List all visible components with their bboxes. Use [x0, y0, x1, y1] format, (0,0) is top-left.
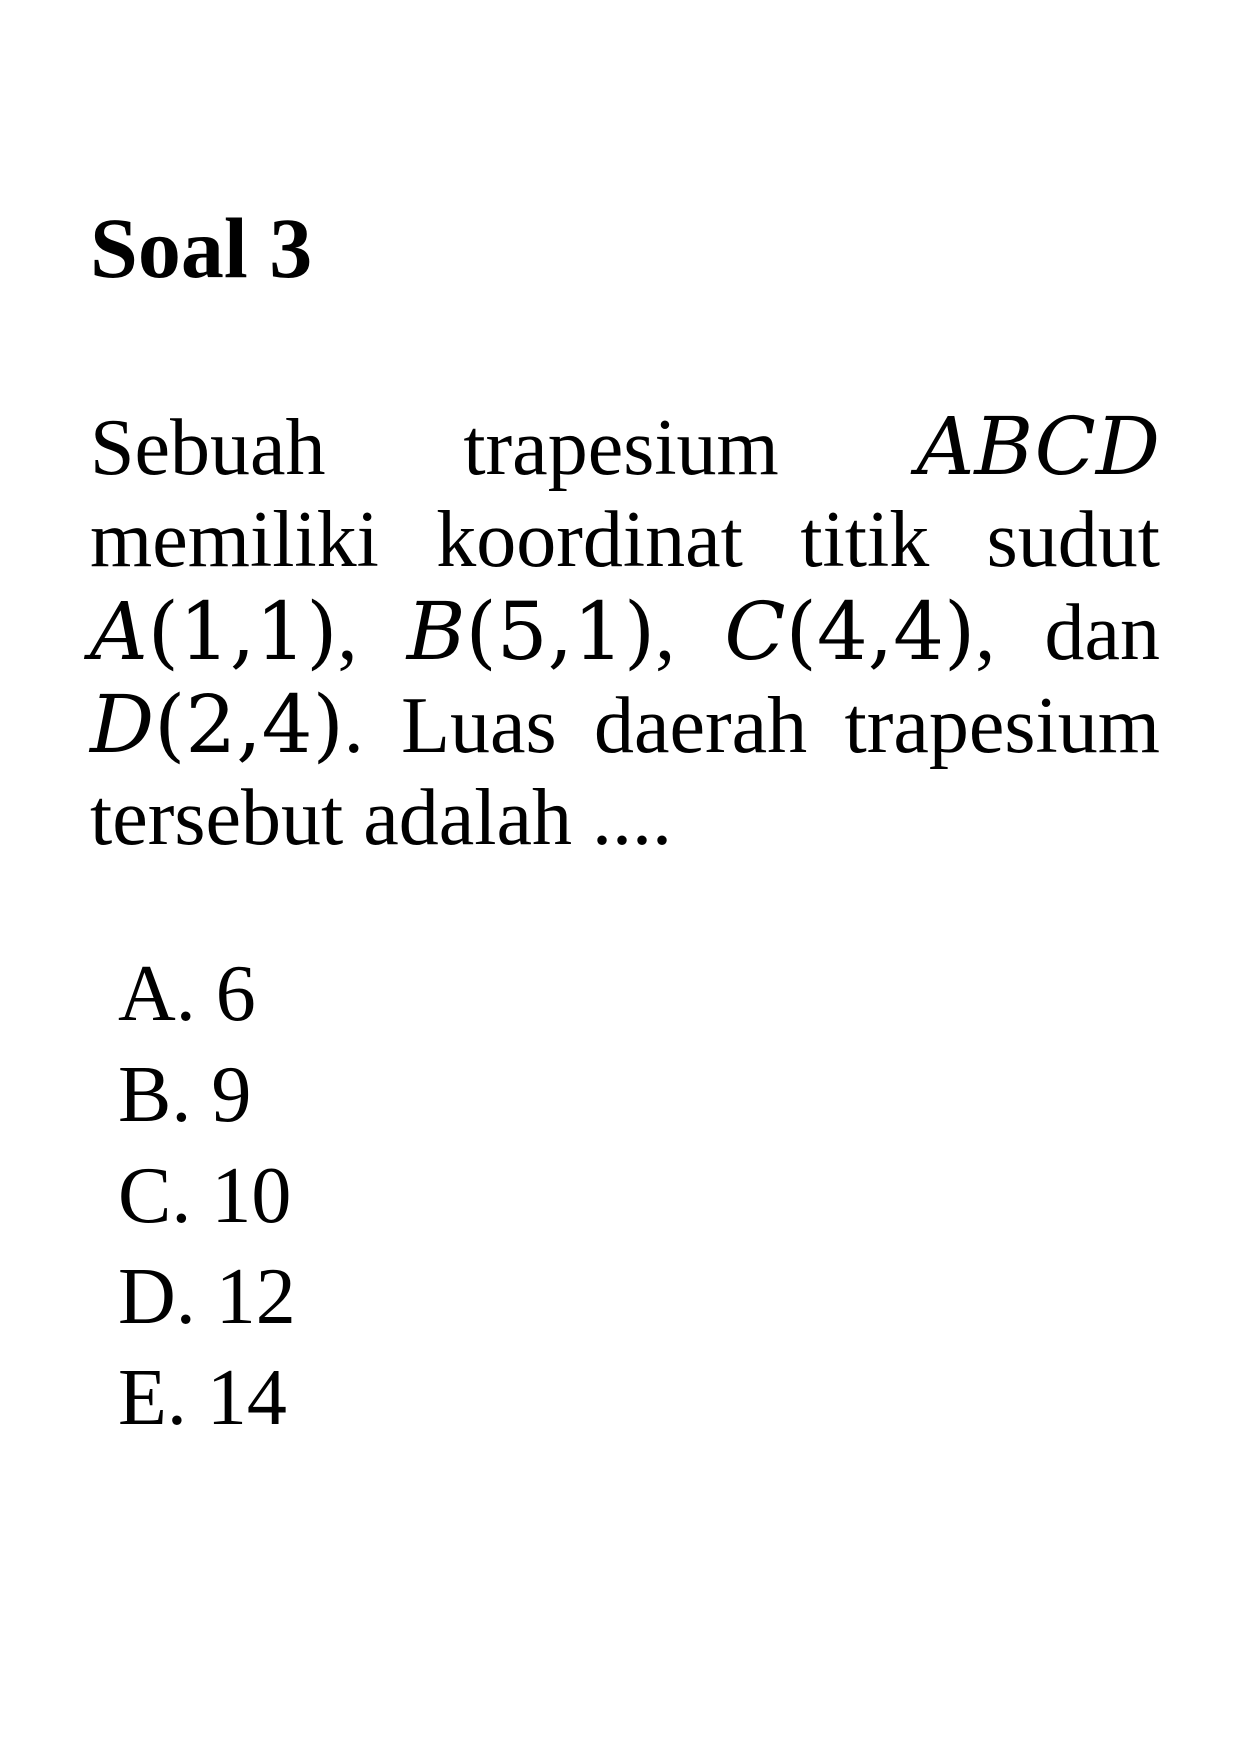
option-c[interactable]: [118, 1146, 1160, 1247]
point-b-label: B: [406, 585, 466, 678]
coordinate-intro: memiliki koordinat titik sudut: [90, 496, 1160, 584]
point-a-separator: ,: [337, 589, 407, 677]
option-value: 9: [211, 1051, 252, 1139]
question-text: [90, 401, 1160, 864]
option-letter: D.: [118, 1253, 196, 1341]
option-letter: C.: [118, 1152, 192, 1240]
answer-options: [90, 944, 1160, 1449]
point-c-separator: , dan: [975, 589, 1161, 677]
option-letter: E.: [118, 1354, 187, 1442]
option-a[interactable]: [118, 944, 1160, 1045]
option-letter: B.: [118, 1051, 192, 1139]
option-value: 6: [215, 950, 256, 1038]
point-a-label: A: [90, 585, 148, 678]
point-c-label: C: [724, 585, 786, 678]
question-ending: Luas daerah trapesium tersebut adalah ....: [90, 682, 1161, 862]
option-b[interactable]: [118, 1045, 1160, 1146]
point-d-coords: (2,4): [154, 678, 344, 771]
point-d-label: D: [90, 678, 155, 771]
question-title: Soal 3: [90, 200, 313, 296]
question-intro: Sebuah trapesium: [90, 404, 779, 492]
option-e[interactable]: [118, 1348, 1160, 1449]
option-value: 14: [206, 1354, 287, 1442]
option-value: 10: [211, 1152, 292, 1240]
option-d[interactable]: [118, 1247, 1160, 1348]
shape-name: ABCD: [916, 400, 1160, 493]
point-c-coords: (4,4): [785, 585, 976, 678]
point-b-separator: ,: [655, 589, 725, 677]
point-b-coords: (5,1): [465, 585, 656, 678]
option-value: 12: [215, 1253, 296, 1341]
option-letter: A.: [118, 950, 196, 1038]
point-d-separator: .: [343, 682, 402, 770]
point-a-coords: (1,1): [147, 585, 338, 678]
question-card: [90, 200, 1161, 1449]
